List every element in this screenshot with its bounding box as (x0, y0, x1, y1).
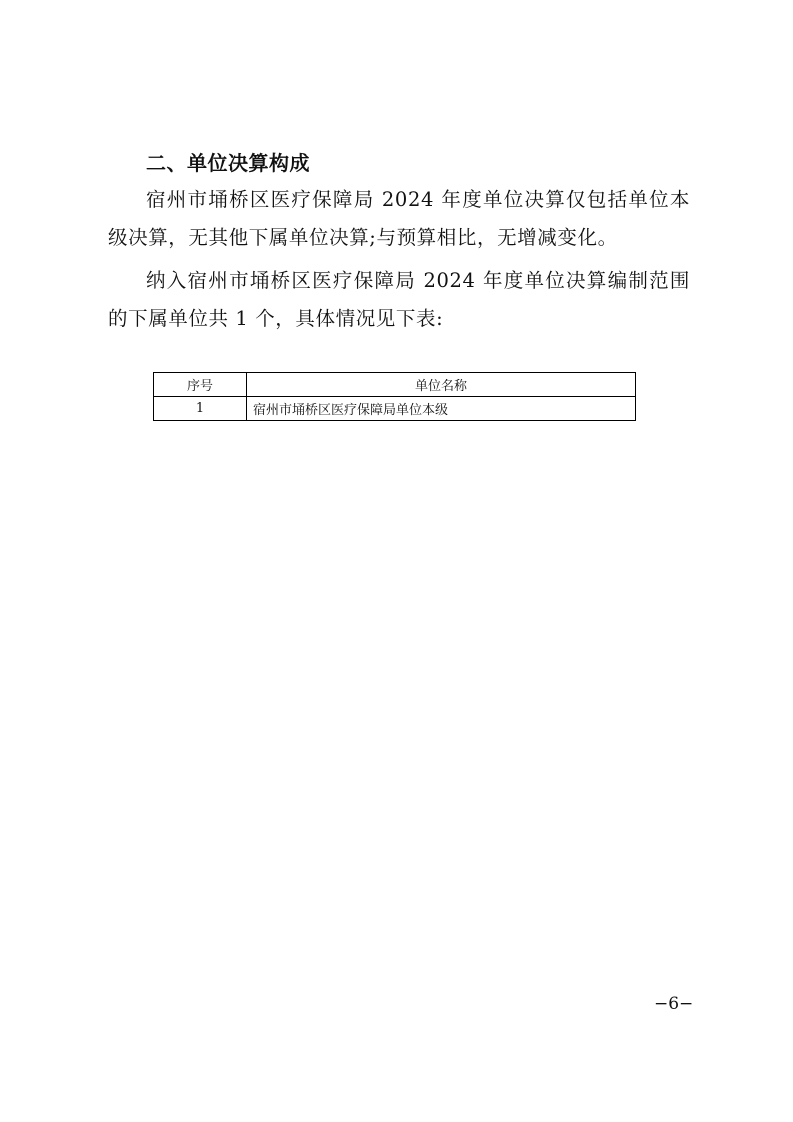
section-heading: 二、单位决算构成 (146, 151, 310, 175)
unit-table (153, 372, 636, 421)
table-row (154, 397, 636, 421)
cell-unit-name: 宿州市埇桥区医疗保障局单位本级 (247, 397, 636, 421)
column-header-index: 序号 (154, 373, 247, 397)
paragraph-scope: 纳入宿州市埇桥区医疗保障局 2024 年度单位决算编制范围的下属单位共 1 个，具体情况见下表: (108, 269, 690, 330)
page-number: −6− (654, 994, 694, 1014)
paragraph-composition: 宿州市埇桥区医疗保障局 2024 年度单位决算仅包括单位本级决算，无其他下属单位决算;与预算相比，无增减变化。 (108, 188, 690, 249)
table-header-row (154, 373, 636, 397)
cell-index: 1 (154, 397, 247, 421)
column-header-unit-name: 单位名称 (247, 373, 636, 397)
